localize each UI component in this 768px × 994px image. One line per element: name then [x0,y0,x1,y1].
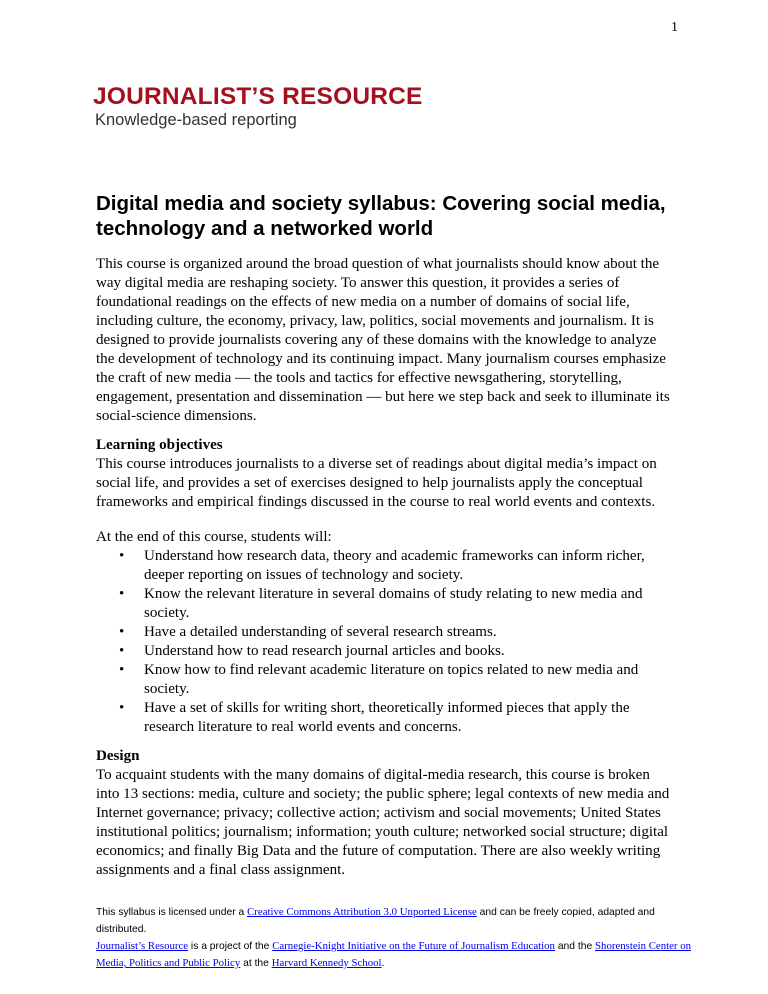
footer-text: and the [554,941,596,952]
footer-text: at the [240,958,272,969]
intro-paragraph: This course is organized around the broad question of what journalists should know about the way digital media are reshaping society. To answer this question, it provides a series of foundational readings on the effects of new media on a number of domains of social life, including culture, the economy, privacy, law, politics, social movements and journalism. It is designed to provide journalists covering any of these domains with the knowledge to analyze the development of technology and its continuing impact. Many journalism courses emphasize the craft of new media — the tools and tactics for effective newsgathering, storytelling, engagement, presentation and dissemination — but here we step back and seek to illuminate its social-science dimensions. [96,256,670,424]
license-footer [96,904,696,972]
objectives-lead: At the end of this course, students will: [96,529,332,545]
page-number: 1 [671,20,678,35]
list-item: • Know the relevant literature in several domains of study relating to new media and society. [144,585,676,623]
cc-license-link[interactable]: Creative Commons Attribution 3.0 Unported License [247,906,477,918]
list-item: • Understand how to read research journal articles and books. [144,642,676,661]
list-item: • Understand how research data, theory and academic frameworks can inform richer, deeper reporting on issues of technology and society. [144,547,676,585]
list-item: • Have a detailed understanding of several research streams. [144,623,676,642]
objectives-paragraph: This course introduces journalists to a diverse set of readings about digital media’s impact on social life, and provides a set of exercises designed to help journalists apply the conceptual frameworks and empirical findings discussed in the course to real world events and contexts. [96,456,657,510]
carnegie-knight-link[interactable]: Carnegie-Knight Initiative on the Future of Journalism Education [272,940,555,952]
document-title: Digital media and society syllabus: Covering social media, technology and a networked world [96,192,666,240]
journalists-resource-link[interactable]: Journalist’s Resource [96,940,189,952]
harvard-kennedy-school-link[interactable]: Harvard Kennedy School [271,957,382,969]
list-item: • Have a set of skills for writing short, theoretically informed pieces that apply the research literature to real world events and concerns. [144,699,676,737]
footer-text: This syllabus is licensed under a [96,907,248,918]
design-paragraph: To acquaint students with the many domains of digital-media research, this course is broken into 13 sections: media, culture and society; the public sphere; legal contexts of new media and Internet governance; privacy; collective action; activism and social movements; United States institutional politics; journalism; information; youth culture; networked social structure; digital economics; and finally Big Data and the future of computation. There are also weekly writing assignments and a final class assignment. [96,767,670,878]
footer-text: . [381,958,385,969]
shorenstein-center-link[interactable]: Shorenstein Center on Media, Politics and Public Policy [96,940,692,969]
logo-title: JOURNALIST’S RESOURCE [93,83,423,110]
footer-text: is a project of the [188,941,273,952]
document-body [96,191,676,880]
objectives-list [96,547,676,737]
logo-subtitle: Knowledge-based reporting [95,111,297,129]
design-heading: Design [96,748,140,764]
list-item: • Know how to find relevant academic literature on topics related to new media and society. [144,661,676,699]
journalists-resource-logo [93,84,423,130]
footer-text: and can be freely copied, adapted and distributed. [96,907,655,935]
objectives-heading: Learning objectives [96,437,223,453]
